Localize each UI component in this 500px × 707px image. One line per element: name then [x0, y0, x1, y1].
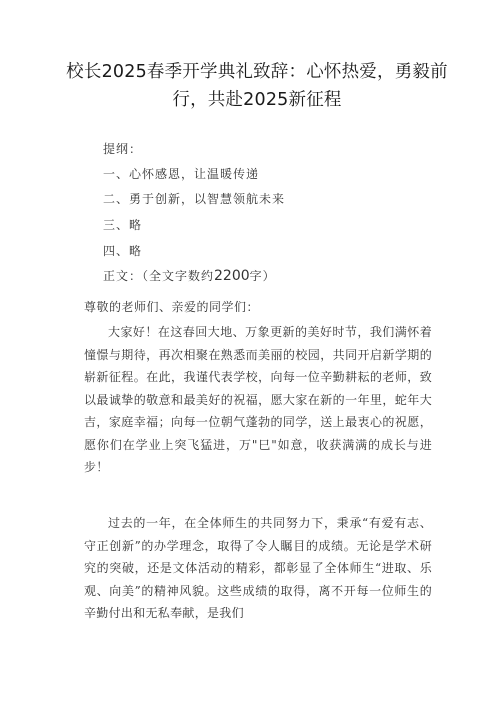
paragraph-1: 大家好！在这春回大地、万象更新的美好时节，我们满怀着憧憬与期待，再次相聚在熟悉而美丽的校园，共同开启新学期的崭新征程。在此，我谨代表学校，向每一位辛勤耕耘的老师，致以最诚挚的敬意和最美好的祝福，愿大家在新的一年里，蛇年大吉，家庭幸福；向每一位朝气蓬勃的同学，送上最衷心的祝愿，愿你们在学业上突飞猛进，万"巳"如意，收获满满的成长与进步！ [84, 325, 432, 474]
document-title: 校长2025春季开学典礼致辞：心怀热爱，勇毅前行，共赴2025新征程 [66, 62, 448, 110]
body-label-prefix: 正文：（全文字数约 [103, 269, 215, 283]
body-label-suffix: 字） [249, 269, 276, 283]
paragraph-2: 过去的一年，在全体师生的共同努力下，秉承“有爱有志、守正创新”的办学理念，取得了令人瞩目的成绩。无论是学术研究的突破，还是文体活动的精彩，都彰显了全体师生“进取、乐观、向美”的精神风貌。这些成绩的取得，离不开每一位师生的辛勤付出和无私奉献，是我们 [84, 516, 432, 620]
greeting: 尊敬的老师们、亲爱的同学们： [84, 300, 260, 314]
word-count: 2200 [214, 268, 250, 284]
outline-item-1: 一、心怀感恩，让温暖传递 [103, 167, 260, 181]
outline-item-2: 二、勇于创新，以智慧领航未来 [103, 192, 286, 206]
outline-item-3: 三、略 [103, 218, 143, 232]
outline-heading: 提纲： [103, 142, 143, 156]
outline-item-4: 四、略 [103, 244, 143, 258]
body-label [103, 268, 276, 284]
